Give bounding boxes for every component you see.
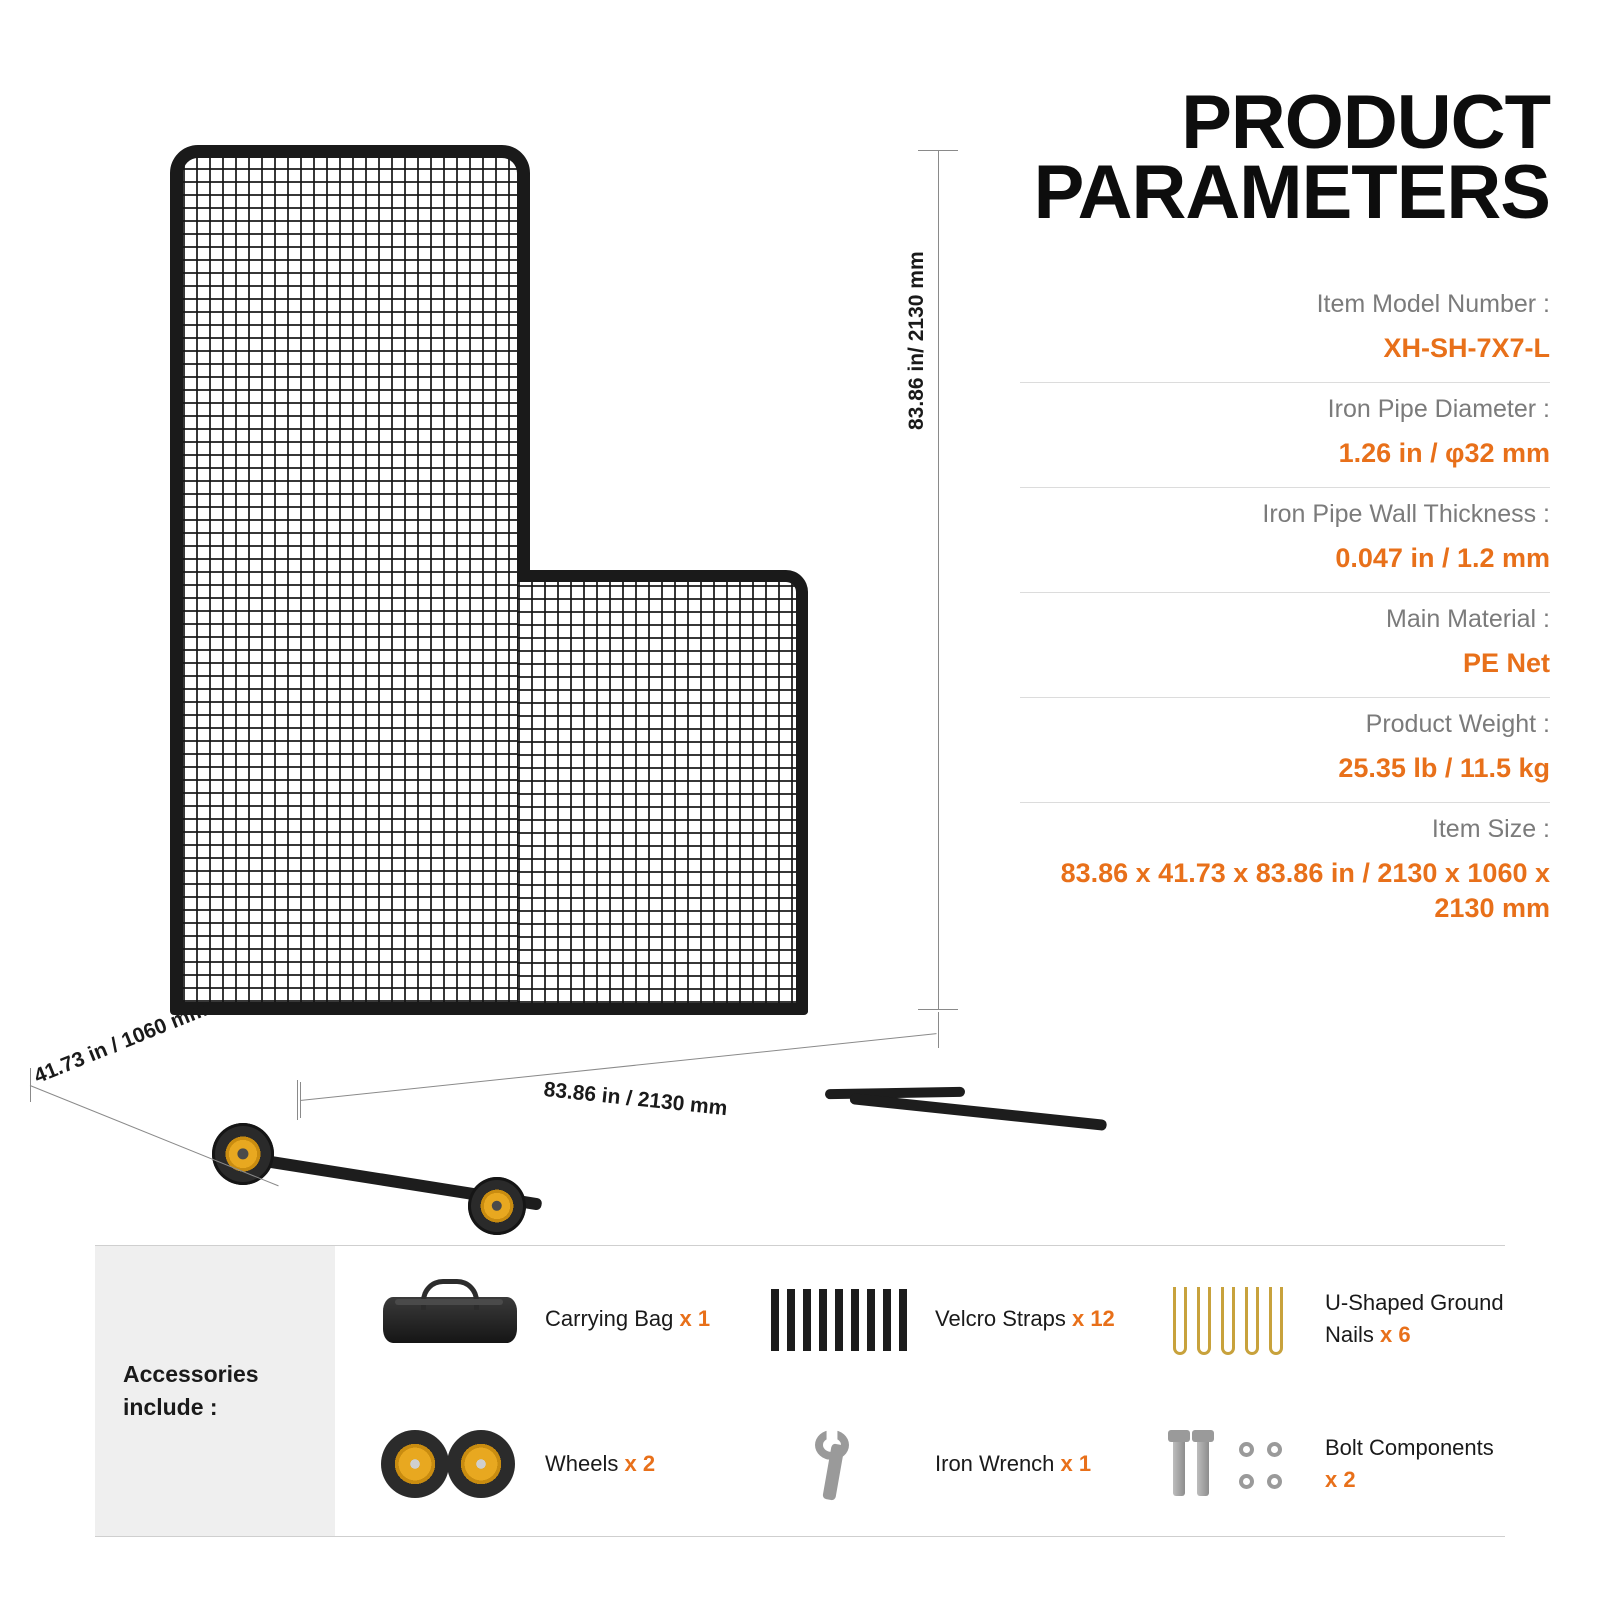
- spec-row-item-size: [1020, 803, 1550, 942]
- side-net-panel: [518, 570, 808, 1015]
- spec-row-wall-thickness: [1020, 488, 1550, 593]
- wheel-right-icon: [468, 1177, 526, 1235]
- spec-label: Iron Pipe Diameter :: [1327, 394, 1550, 423]
- accessory-qty: x 12: [1071, 1305, 1115, 1331]
- bolt-components-icon: [1149, 1416, 1309, 1512]
- product-parameters-panel: [1020, 80, 1550, 942]
- spec-row-model: [1020, 278, 1550, 383]
- accessory-qty: x 1: [1060, 1450, 1092, 1476]
- accessory-qty: x 2: [624, 1450, 656, 1476]
- spec-value: 83.86 x 41.73 x 83.86 in / 2130 x 1060 x 2130 mm: [1060, 858, 1550, 924]
- spec-label: Main Material :: [1386, 605, 1550, 634]
- accessory-qty: x 2: [1325, 1466, 1356, 1492]
- spec-value: 25.35 lb / 11.5 kg: [1338, 753, 1550, 784]
- accessory-label: [1325, 1432, 1505, 1496]
- l-screen-net-assembly: [170, 145, 810, 1025]
- dimension-line-height: [938, 150, 939, 1010]
- carrying-bag-icon: [369, 1271, 529, 1367]
- accessory-name: Velcro Straps: [935, 1305, 1066, 1331]
- accessory-name: U-Shaped Ground Nails: [1325, 1289, 1504, 1347]
- accessory-name: Bolt Components: [1325, 1434, 1494, 1460]
- spec-label: Iron Pipe Wall Thickness :: [1262, 500, 1550, 528]
- dimension-tick-bottom: [918, 1009, 958, 1010]
- accessories-title: Accessories include :: [123, 1360, 259, 1420]
- accessory-label: [935, 1303, 1115, 1335]
- spec-row-product-weight: [1020, 698, 1550, 803]
- accessory-name: Wheels: [545, 1450, 619, 1476]
- spec-list: [1020, 278, 1550, 943]
- product-illustration: [0, 0, 1010, 1210]
- accessories-grid: [335, 1246, 1505, 1536]
- dimension-tick-width-right: [938, 1012, 939, 1048]
- accessory-item-wheels: [335, 1416, 725, 1512]
- dimension-label-depth: 41.73 in / 1060 mm: [30, 997, 211, 1089]
- dimension-tick-depth-right: [297, 1080, 298, 1120]
- wheels-icon: [369, 1416, 529, 1512]
- accessory-label: [935, 1448, 1091, 1480]
- accessory-qty: x 1: [679, 1305, 711, 1331]
- spec-label: Product Weight :: [1365, 710, 1550, 739]
- accessory-item-velcro-straps: [725, 1271, 1115, 1367]
- spec-label: Item Model Number :: [1316, 289, 1550, 318]
- wrench-icon: [759, 1416, 919, 1512]
- spec-value: 0.047 in / 1.2 mm: [1335, 543, 1550, 573]
- accessory-name: Carrying Bag: [545, 1305, 674, 1331]
- accessory-label: [545, 1303, 710, 1335]
- tall-net-panel: [170, 145, 530, 1015]
- accessory-item-bolt-components: [1115, 1416, 1505, 1512]
- accessory-qty: x 6: [1380, 1321, 1411, 1347]
- dimension-tick-top: [918, 150, 958, 151]
- accessory-item-carrying-bag: [335, 1271, 725, 1367]
- base-bar-rear: [849, 1093, 1107, 1131]
- spec-value: XH-SH-7X7-L: [1383, 332, 1550, 363]
- spec-label: Item Size :: [1431, 815, 1550, 844]
- spec-value: PE Net: [1462, 648, 1550, 679]
- spec-row-pipe-diameter: [1020, 383, 1550, 488]
- accessory-item-iron-wrench: [725, 1416, 1115, 1512]
- page-title: [1020, 80, 1550, 235]
- accessory-label: [545, 1448, 655, 1480]
- ground-nails-icon: [1149, 1271, 1309, 1367]
- page-title-line1: PRODUCT: [1181, 80, 1550, 165]
- accessories-section: [95, 1245, 1505, 1537]
- spec-value: 1.26 in / φ32 mm: [1338, 437, 1550, 468]
- accessory-name: Iron Wrench: [935, 1450, 1055, 1476]
- dimension-tick-width-left: [300, 1082, 301, 1118]
- velcro-straps-icon: [759, 1271, 919, 1367]
- dimension-label-height: 83.86 in/ 2130 mm: [905, 251, 928, 430]
- spec-row-main-material: [1020, 593, 1550, 698]
- wheel-left-icon: [212, 1123, 274, 1185]
- dimension-tick-depth-left: [30, 1068, 31, 1102]
- accessories-title-cell: [95, 1246, 335, 1536]
- dimension-label-width: 83.86 in / 2130 mm: [542, 1078, 729, 1121]
- page-title-line2: PARAMETERS: [1033, 149, 1550, 235]
- accessory-label: [1325, 1287, 1505, 1351]
- accessory-item-ground-nails: [1115, 1271, 1505, 1367]
